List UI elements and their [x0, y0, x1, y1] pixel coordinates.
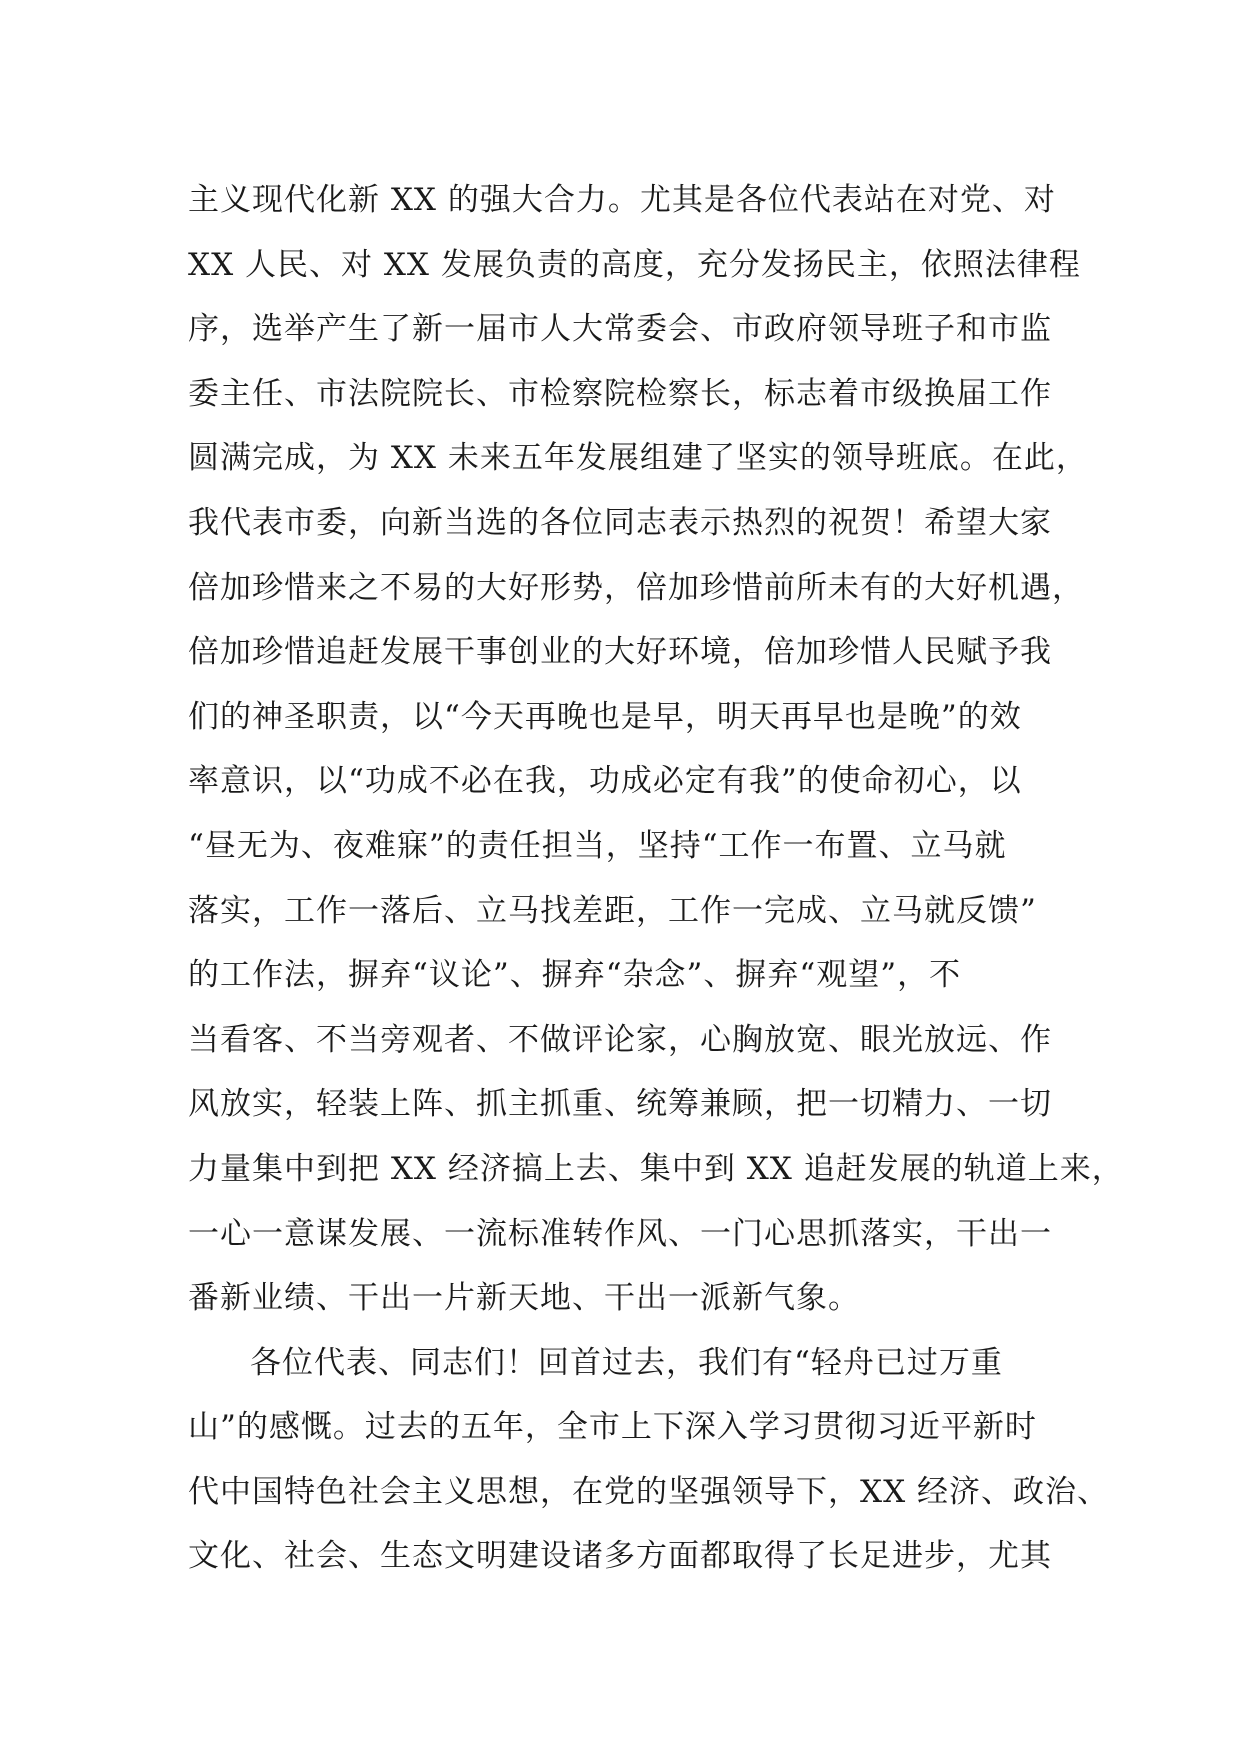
text-line: 文化、社会、生态文明建设诸多方面都取得了长足进步，尤其 [188, 1538, 1052, 1575]
text-line: “昼无为、夜难寐”的责任担当，坚持“工作一布置、立马就 [188, 827, 1007, 864]
text-line: 番新业绩、干出一片新天地、干出一派新气象。 [188, 1280, 860, 1317]
text-line: 率意识，以“功成不必在我，功成必定有我”的使命初心，以 [188, 763, 1022, 800]
text-line: 代中国特色社会主义思想，在党的坚强领导下，XX 经济、政治、 [188, 1473, 1109, 1510]
text-line: 主义现代化新 XX 的强大合力。尤其是各位代表站在对党、对 [188, 182, 1056, 218]
text-line: 圆满完成，为 XX 未来五年发展组建了坚实的领导班底。在此， [188, 440, 1088, 477]
text-line: 风放实，轻装上阵、抓主抓重、统筹兼顾，把一切精力、一切 [188, 1086, 1052, 1123]
text-line: 力量集中到把 XX 经济搞上去、集中到 XX 追赶发展的轨道上来， [188, 1150, 1124, 1187]
text-line: 们的神圣职责，以“今天再晚也是早，明天再早也是晚”的效 [188, 698, 1022, 735]
paragraph-first-line: 各位代表、同志们！回首过去，我们有“轻舟已过万重 [250, 1344, 1003, 1381]
text-line: XX 人民、对 XX 发展负责的高度，充分发扬民主，依照法律程 [188, 246, 1081, 283]
text-line: 山”的感慨。过去的五年，全市上下深入学习贯彻习近平新时 [188, 1409, 1037, 1446]
text-line: 我代表市委，向新当选的各位同志表示热烈的祝贺！希望大家 [188, 504, 1052, 541]
text-line: 序，选举产生了新一届市人大常委会、市政府领导班子和市监 [188, 311, 1052, 348]
text-line: 倍加珍惜追赶发展干事创业的大好环境，倍加珍惜人民赋予我 [188, 634, 1052, 671]
text-line: 委主任、市法院院长、市检察院检察长，标志着市级换届工作 [188, 375, 1052, 412]
text-line: 当看客、不当旁观者、不做评论家，心胸放宽、眼光放远、作 [188, 1021, 1052, 1058]
body-text [188, 168, 1124, 1589]
text-line: 的工作法，摒弃“议论”、摒弃“杂念”、摒弃“观望”，不 [188, 957, 962, 994]
text-line: 倍加珍惜来之不易的大好形势，倍加珍惜前所未有的大好机遇， [188, 569, 1084, 606]
text-line: 落实，工作一落后、立马找差距，工作一完成、立马就反馈” [188, 892, 1037, 929]
text-line: 一心一意谋发展、一流标准转作风、一门心思抓落实，干出一 [188, 1215, 1052, 1252]
